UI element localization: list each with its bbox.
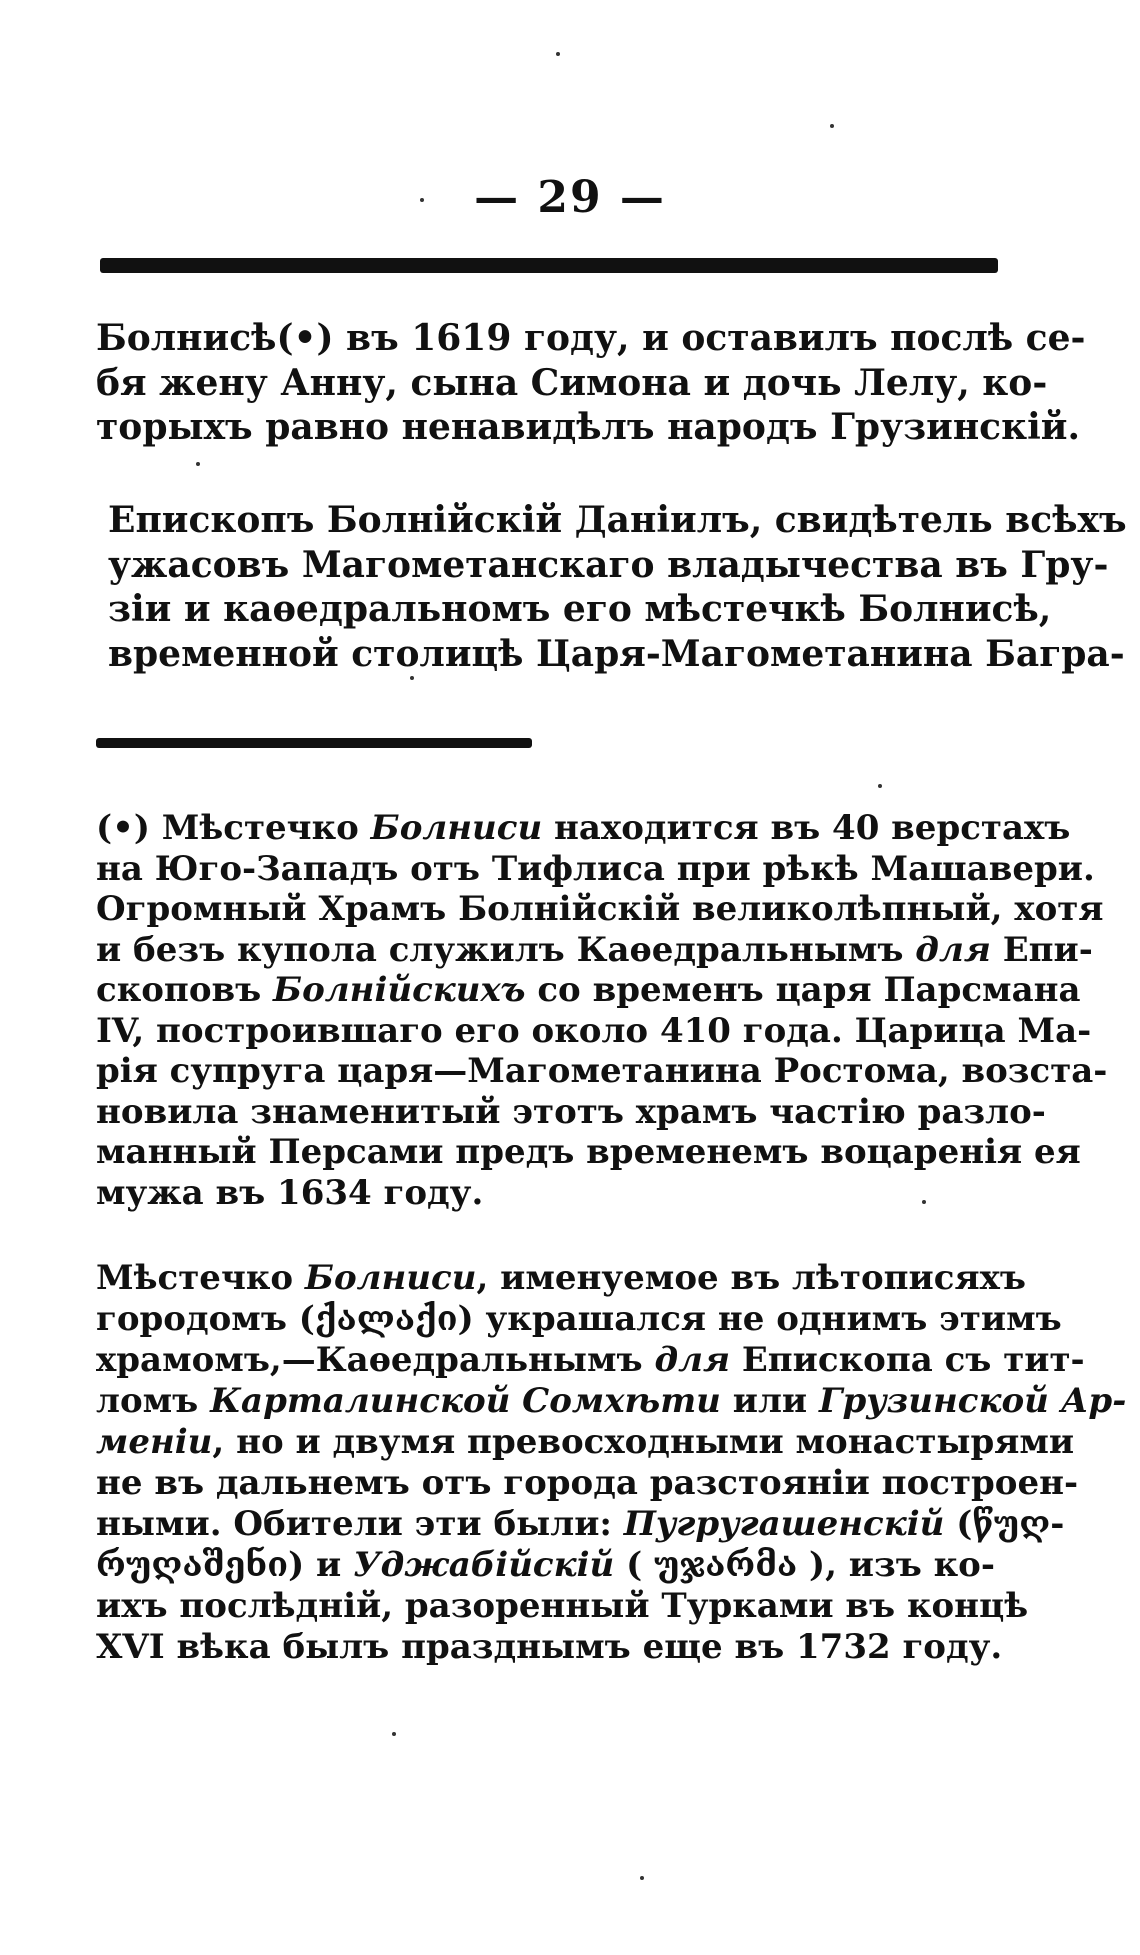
text-line: рiя супруга царя—Магометанина Ростома, возста- [96,1051,1108,1091]
italic-term: Пугругашенскiй [623,1504,945,1544]
text-line: зiи и каѳедральномъ его мѣстечкѣ Болнисѣ, [108,588,1052,630]
italic-term: Болниси [304,1258,477,1298]
text-line: ихъ послѣднiй, разоренный Турками въ концѣ [96,1586,1029,1626]
print-speck [878,784,882,788]
text-line: Епископъ Болнiйскiй Данiилъ, свидѣтель всѣхъ [108,499,1127,541]
text-line: (•) Мѣстечко Болниси находится въ 40 верстахъ [96,808,1071,848]
text-line: не въ дальнемъ отъ города разстоянiи построен- [96,1463,1079,1503]
italic-term: Болнiйскихъ [273,970,526,1010]
print-speck [392,1732,396,1736]
text-line: IV, построившаго его около 410 года. Царица Ма- [96,1010,1092,1051]
text-line: XVI вѣка былъ празднымъ еще въ 1732 году. [96,1627,1003,1667]
footnote-rule [96,738,532,748]
print-speck [830,124,834,128]
text-line: храмомъ,—Каѳедральнымъ для Епископа съ тит- [96,1340,1085,1380]
paragraph-1 [96,316,1086,450]
print-speck [410,676,414,680]
print-speck [922,1200,926,1204]
italic-term: для [654,1340,731,1380]
print-speck [420,198,424,202]
text-line: Мѣстечко Болниси, именуемое въ лѣтописяхъ [96,1258,1026,1298]
text-line: бя жену Анну, сына Симона и дочь Лелу, ко- [96,361,1048,404]
paragraph-3 [96,1258,1127,1668]
page-number: — 29 — [474,172,666,223]
text-line: ными. Обители эти были: Пугругашенскiй (წუღ- [96,1504,1065,1544]
text-line: мужа въ 1634 году. [96,1172,484,1213]
print-speck [196,462,200,466]
text-line: რუღაშენი) и Уджабiйскiй ( უჯარმა ), изъ ко- [96,1545,995,1585]
italic-term: Уджабiйскiй [353,1545,615,1585]
text-line: манный Персами предъ временемъ воцаренiя ея [96,1132,1081,1172]
text-line: новила знаменитый этотъ храмъ частiю разло- [96,1091,1046,1132]
text-line: торыхъ равно ненавидѣлъ народъ Грузинскiй. [96,406,1081,448]
print-speck [556,52,560,56]
italic-term: менiи [96,1422,213,1462]
text-line: Огромный Храмъ Болнiйскiй великолѣпный, хотя [96,889,1104,929]
italic-term: Карталинской Сомхѣти [210,1381,721,1421]
italic-term: для [915,929,991,970]
text-line: и безъ купола служилъ Каѳедральнымъ для Епи- [96,929,1093,970]
print-speck [640,1876,644,1880]
italic-term: Грузинской Ар- [819,1381,1127,1421]
text-line: скоповъ Болнiйскихъ со временъ царя Парсмана [96,970,1081,1010]
text-line: ломъ Карталинской Сомхѣти или Грузинской Ар- [96,1381,1127,1421]
text-line: менiи, но и двумя превосходными монастырями [96,1422,1075,1462]
text-line: ужасовъ Магометанскаго владычества въ Гру- [108,543,1109,586]
text-line: на Юго-Западъ отъ Тифлиса при рѣкѣ Машавери. [96,848,1095,889]
paragraph-2 [108,498,1127,676]
header-rule [100,258,998,273]
italic-term: Болниси [370,808,543,848]
text-line: городомъ (ქალაქი) украшался не однимъ этимъ [96,1299,1062,1339]
footnote [96,808,1108,1213]
text-line: временной столицѣ Царя-Магометанина Багра- [108,632,1125,675]
text-line: Болнисѣ(•) въ 1619 году, и оставилъ послѣ се- [96,317,1086,359]
